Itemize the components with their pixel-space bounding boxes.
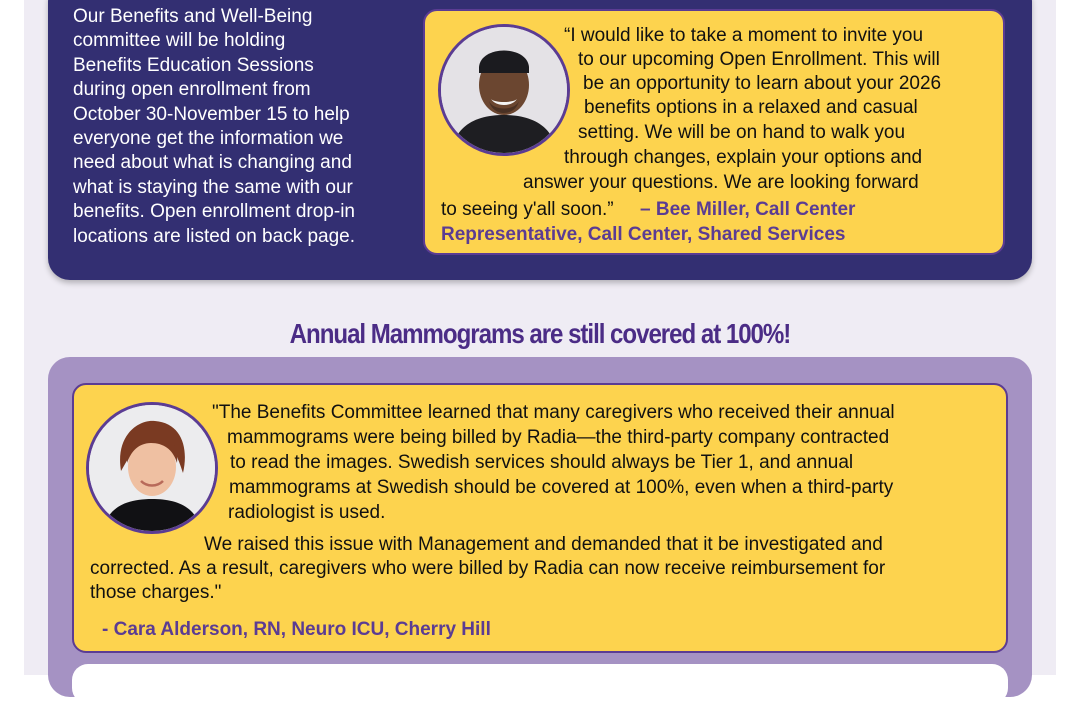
- quote-attribution: - Cara Alderson, RN, Neuro ICU, Cherry Hill: [102, 619, 491, 640]
- quote-line: answer your questions. We are looking forward: [523, 172, 919, 193]
- section-heading: Annual Mammograms are still covered at 100%!: [289, 318, 791, 349]
- intro-line: committee will be holding: [73, 30, 286, 52]
- quote-line: those charges.": [90, 582, 222, 603]
- intro-line: Benefits Education Sessions: [73, 54, 314, 76]
- intro-line: benefits. Open enrollment drop-in: [73, 201, 355, 223]
- quote-line: We raised this issue with Management and demanded that it be investigated and: [204, 534, 883, 555]
- quote-line: benefits options in a relaxed and casual: [584, 97, 918, 118]
- quote-line: to read the images. Swedish services should always be Tier 1, and annual: [230, 452, 854, 473]
- intro-line: October 30-November 15 to help: [73, 103, 350, 125]
- quote-line: to seeing y'all soon.”: [441, 199, 614, 220]
- quote-line: mammograms at Swedish should be covered at 100%, even when a third-party: [229, 477, 894, 498]
- intro-line: everyone get the information we: [73, 128, 344, 150]
- intro-line: locations are listed on back page.: [73, 225, 356, 247]
- person-portrait-icon: [441, 27, 567, 153]
- portrait-cara-alderson: [86, 402, 218, 534]
- quote-line: be an opportunity to learn about your 2026: [583, 73, 942, 94]
- intro-paragraph: [73, 5, 413, 249]
- person-portrait-icon: [89, 405, 215, 531]
- quote-attribution: – Bee Miller, Call Center: [640, 199, 856, 220]
- quote-line: through changes, explain your options and: [564, 147, 923, 168]
- quote-line: “I would like to take a moment to invite you: [564, 25, 924, 46]
- quote-line: to our upcoming Open Enrollment. This will: [578, 49, 940, 70]
- quote-line: setting. We will be on hand to walk you: [578, 122, 906, 143]
- portrait-bee-miller: [438, 24, 570, 156]
- quote-attribution: Representative, Call Center, Shared Services: [441, 224, 846, 245]
- quote-line: "The Benefits Committee learned that many caregivers who received their annual: [212, 402, 895, 423]
- intro-line: need about what is changing and: [73, 152, 352, 174]
- intro-line: what is staying the same with our: [73, 176, 353, 198]
- quote-line: corrected. As a result, caregivers who were billed by Radia can now receive reimbursement for: [90, 558, 886, 579]
- next-card: [72, 664, 1008, 704]
- quote-line: radiologist is used.: [228, 502, 386, 523]
- quote-line: mammograms were being billed by Radia—the third-party company contracted: [227, 427, 890, 448]
- intro-line: during open enrollment from: [73, 79, 311, 101]
- intro-line: Our Benefits and Well-Being: [73, 6, 313, 27]
